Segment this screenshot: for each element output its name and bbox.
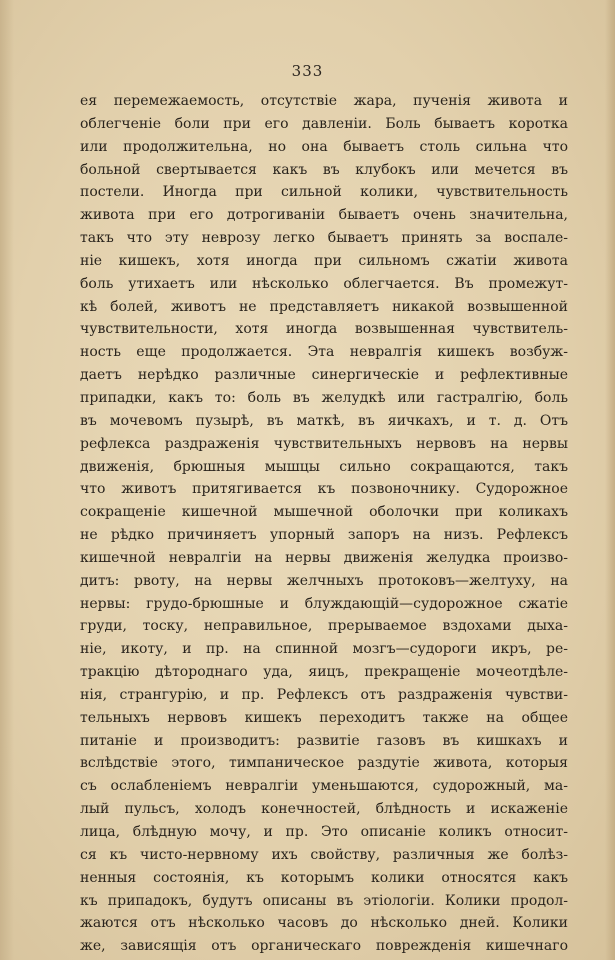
text-line: лица, блѣдную мочу, и пр. Это описаніе коликъ относит- <box>80 824 568 840</box>
text-line: лый пульсъ, холодъ конечностей, блѣдность и искаженіе <box>80 801 568 818</box>
text-line: облегченіе боли при его давленіи. Боль бываетъ коротка <box>80 115 568 132</box>
text-line: живота при его дотрогиваніи бываетъ очень значительна, <box>80 207 568 224</box>
text-line: тракцію дѣтороднаго уда, яицъ, прекращеніе мочеотдѣле- <box>80 664 568 681</box>
text-line: движенія, брюшныя мышцы сильно сокращаются, такъ <box>80 458 568 475</box>
text-line: съ ослабленіемъ невралгіи уменьшаются, судорожный, ма- <box>80 778 568 795</box>
text-line: ніе кишекъ, хотя иногда при сильномъ сжатіи живота <box>80 252 568 269</box>
text-line: жаются отъ нѣсколько часовъ до нѣсколько дней. Колики <box>80 915 568 932</box>
text-line: нервы: грудо-брюшные и блуждающій—судорожное сжатіе <box>80 595 568 612</box>
text-line: ненныя состоянія, къ которымъ колики относятся какъ <box>80 869 568 886</box>
text-line: что животъ притягивается къ позвоночнику. Судорожное <box>80 481 568 498</box>
text-line: такъ что эту неврозу легко бываетъ принять за воспале- <box>80 230 568 247</box>
text-line: кишечной невралгіи на нервы движенія желудка произво- <box>80 549 568 566</box>
text-line: ея перемежаемость, отсутствіе жара, пученія живота и <box>80 93 568 109</box>
body-text <box>80 90 568 958</box>
text-line: вслѣдствіе этого, тимпаническое раздутіе живота, которыя <box>80 755 568 772</box>
text-line: нія, странгурію, и пр. Рефлексъ отъ раздраженія чувстви- <box>80 686 568 703</box>
text-line: же, зависящія отъ органическаго поврежденія кишечнаго <box>80 938 568 955</box>
text-line: рефлекса раздраженія чувствительныхъ нервовъ на нервы <box>80 435 568 452</box>
text-line: въ мочевомъ пузырѣ, въ маткѣ, въ яичкахъ, и т. д. Отъ <box>80 412 568 429</box>
text-line: ніе, икоту, и пр. на спинной мозгъ—судороги икръ, ре- <box>80 641 568 658</box>
text-line: кѣ болей, животъ не представляетъ никакой возвышенной <box>80 298 568 315</box>
text-line: ность еще продолжается. Эта невралгія кишекъ возбуж- <box>80 344 568 361</box>
text-line: припадки, какъ то: боль въ желудкѣ или гастралгію, боль <box>80 389 568 406</box>
text-line: тельныхъ нервовъ кишекъ переходитъ также на общее <box>80 709 568 726</box>
text-line: больной свертывается какъ въ клубокъ или мечется въ <box>80 161 568 178</box>
text-line: даетъ нерѣдко различные синергическіе и рефлективные <box>80 367 568 384</box>
text-line: питаніе и производитъ: развитіе газовъ въ кишкахъ и <box>80 732 568 749</box>
text-line: дитъ: рвоту, на нервы желчныхъ протоковъ—желтуху, на <box>80 572 568 589</box>
text-line: или продолжительна, но она бываетъ столь сильна что <box>80 138 568 155</box>
text-line: ся къ чисто-нервному ихъ свойству, различныя же болѣз- <box>80 846 568 863</box>
text-line: чувствительности, хотя иногда возвышенная чувствитель- <box>80 321 568 338</box>
text-line: не рѣдко причиняетъ упорный запоръ на низъ. Рефлексъ <box>80 527 568 544</box>
text-line: боль утихаетъ или нѣсколько облегчается. Въ промежут- <box>80 275 568 292</box>
text-line: сокращеніе кишечной мышечной оболочки при коликахъ <box>80 504 568 521</box>
text-line: груди, тоску, неправильное, прерываемое вздохами дыха- <box>80 618 568 635</box>
page-number: 333 <box>291 62 324 80</box>
text-line: постели. Иногда при сильной колики, чувствительность <box>80 184 568 201</box>
text-line: къ припадокъ, будутъ описаны въ этіологіи. Колики продол- <box>80 892 568 909</box>
